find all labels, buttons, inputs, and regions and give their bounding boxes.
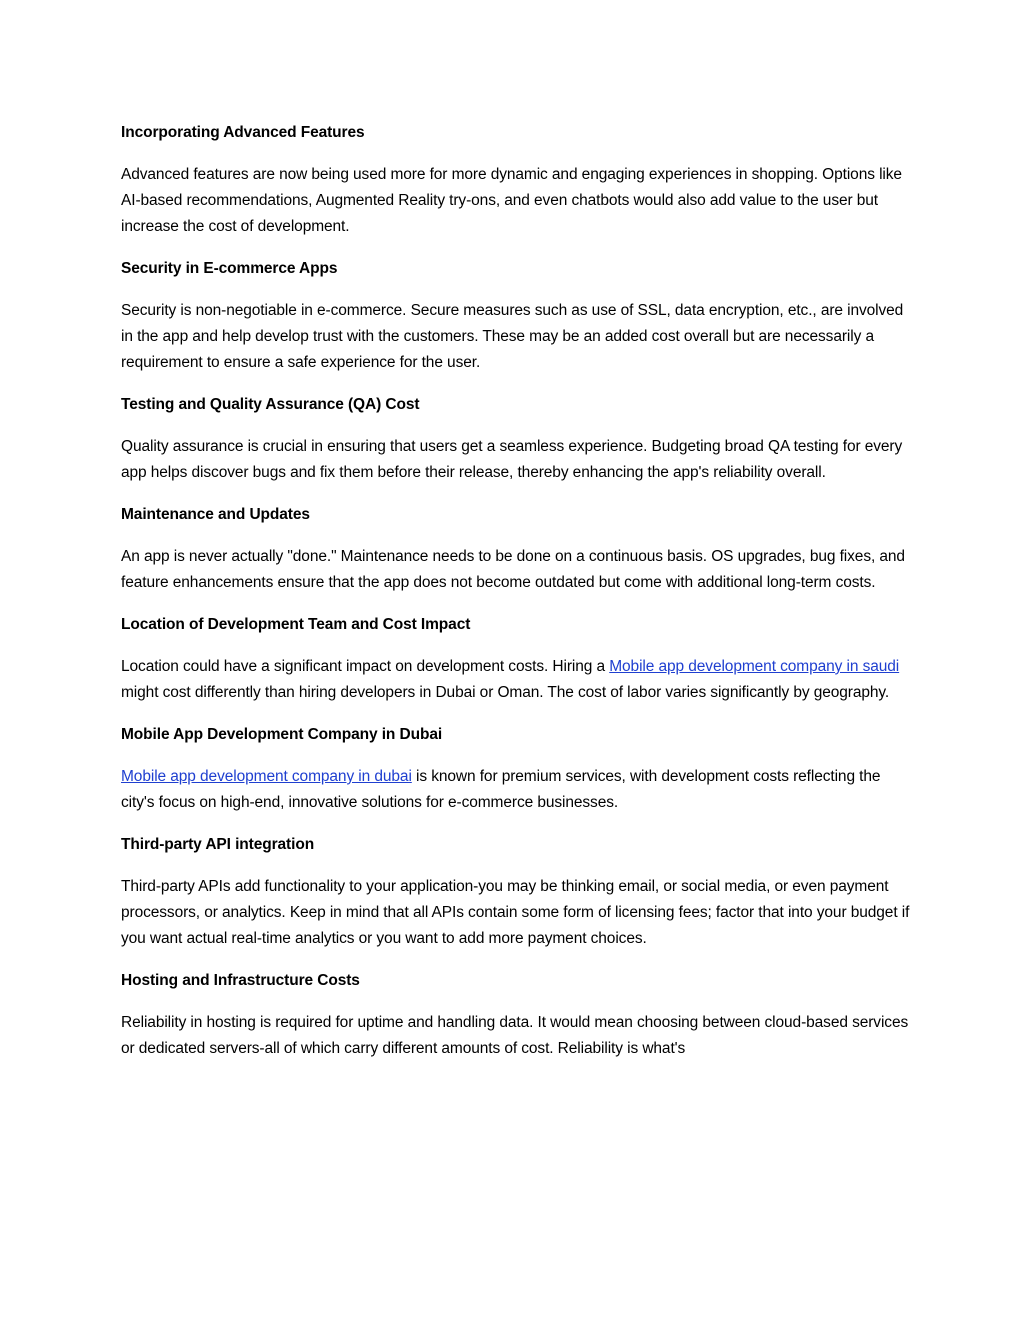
paragraph-dubai-text: is known for premium services, with development costs reflecting the city's focus on high-end, innovative solutions for e-commerce businesses. <box>121 768 881 811</box>
document-body <box>121 120 911 1078</box>
heading-advanced-features: Incorporating Advanced Features <box>121 124 365 141</box>
heading-api-integration: Third-party API integration <box>121 836 315 853</box>
heading-location: Location of Development Team and Cost Impact <box>121 616 471 633</box>
paragraph-location <box>121 654 911 706</box>
paragraph-security: Security is non-negotiable in e-commerce. Secure measures such as use of SSL, data encryption, etc., are involved in the app and help develop trust with the customers. These may be an added cost overall but are necessarily a requirement to ensure a safe experience for the user. <box>121 302 904 371</box>
paragraph-hosting: Reliability in hosting is required for uptime and handling data. It would mean choosing between cloud-based services or dedicated servers-all of which carry different amounts of cost. Reliability is what's <box>121 1014 909 1057</box>
paragraph-testing-qa: Quality assurance is crucial in ensuring that users get a seamless experience. Budgeting broad QA testing for every app helps discover bugs and fix them before their release, thereby enhancing the app's reliability overall. <box>121 438 903 481</box>
paragraph-api-integration: Third-party APIs add functionality to your application-you may be thinking email, or social media, or even payment processors, or analytics. Keep in mind that all APIs contain some form of licensing fees; factor that into your budget if you want actual real-time analytics or you want to add more payment choices. <box>121 878 910 947</box>
link-saudi-company[interactable]: Mobile app development company in saudi <box>609 658 900 675</box>
paragraph-location-text-start: Location could have a significant impact on development costs. Hiring a <box>121 658 610 675</box>
heading-dubai-company: Mobile App Development Company in Dubai <box>121 726 443 743</box>
heading-hosting: Hosting and Infrastructure Costs <box>121 972 360 989</box>
heading-security: Security in E-commerce Apps <box>121 260 338 277</box>
heading-maintenance: Maintenance and Updates <box>121 506 310 523</box>
paragraph-maintenance: An app is never actually "done." Maintenance needs to be done on a continuous basis. OS upgrades, bug fixes, and feature enhancements ensure that the app does not become outdated but come with additional long-term costs. <box>121 548 905 591</box>
paragraph-advanced-features: Advanced features are now being used more for more dynamic and engaging experiences in shopping. Options like AI-based recommendations, Augmented Reality try-ons, and even chatbots would also add value to the user but increase the cost of development. <box>121 166 902 235</box>
heading-testing-qa: Testing and Quality Assurance (QA) Cost <box>121 396 420 413</box>
paragraph-location-text-end: might cost differently than hiring developers in Dubai or Oman. The cost of labor varies significantly by geography. <box>121 684 890 701</box>
link-dubai-company[interactable]: Mobile app development company in dubai <box>121 768 412 785</box>
paragraph-dubai-company <box>121 764 911 816</box>
